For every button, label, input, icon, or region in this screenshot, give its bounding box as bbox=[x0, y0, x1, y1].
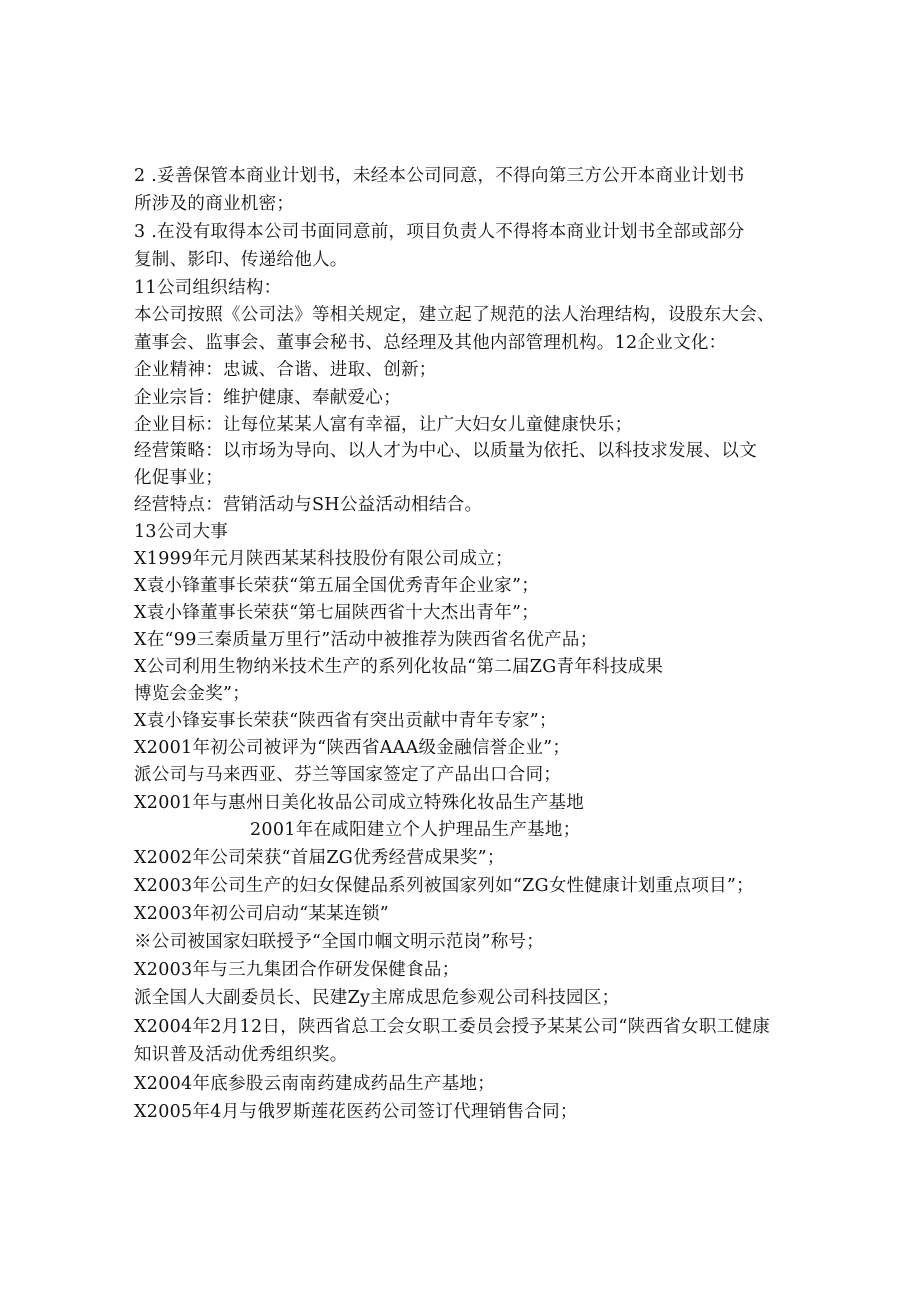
event-item: X2005年4月与俄罗斯莲花医药公司签订代理销售合同； bbox=[134, 1102, 578, 1122]
text-line: 所涉及的商业机密； bbox=[134, 194, 295, 214]
text-line: 企业目标：让每位某某人富有幸福，让广大妇女儿童健康快乐； bbox=[134, 415, 633, 435]
event-item: X袁小锋董事长荣获“第五届全国优秀青年企业家”； bbox=[134, 576, 540, 596]
text-line: 经营策略：以市场为导向、以人才为中心、以质量为依托、以科技求发展、以文 bbox=[134, 441, 757, 461]
event-item: X1999年元月陕西某某科技股份有限公司成立； bbox=[134, 549, 513, 569]
text-line: 本公司按照《公司法》等相关规定，建立起了规范的法人治理结构，设股东大会、 bbox=[134, 305, 775, 325]
event-item: X2003年初公司启动“某某连锁” bbox=[134, 904, 389, 924]
event-item: X2002年公司荣获“首届ZG优秀经营成果奖”； bbox=[134, 848, 505, 868]
text-line: 复制、影印、传递给他人。 bbox=[134, 250, 348, 270]
text-line: 3 .在没有取得本公司书面同意前，项目负责人不得将本商业计划书全部或部分 bbox=[134, 222, 745, 242]
event-item: X在“99三秦质量万里行”活动中被推荐为陕西省名优产品； bbox=[134, 630, 598, 650]
event-item: X袁小锋董事长荣获“第七届陕西省十大杰出青年”； bbox=[134, 603, 540, 623]
text-line: 经营特点：营销活动与SH公益活动相结合。 bbox=[134, 495, 483, 515]
text-line: 2 .妥善保管本商业计划书，未经本公司同意，不得向第三方公开本商业计划书 bbox=[134, 166, 745, 186]
section-heading: 11公司组织结构： bbox=[134, 278, 282, 298]
event-item: 博览会金奖”； bbox=[134, 684, 251, 704]
event-item: ※公司被国家妇联授予“全国巾帼文明示范岗”称号； bbox=[134, 932, 545, 952]
text-line: 化促事业； bbox=[134, 468, 223, 488]
event-item: X2004年2月12日，陕西省总工会女职工委员会授予某某公司“陕西省女职工健康 bbox=[134, 1017, 771, 1037]
event-item: X公司利用生物纳米技术生产的系列化妆品“第二届ZG青年科技成果 bbox=[134, 657, 664, 677]
event-item: 派全国人大副委员长、民建Zy主席成思危参观公司科技园区； bbox=[134, 988, 620, 1008]
event-item: 派公司与马来西亚、芬兰等国家签定了产品出口合同； bbox=[134, 765, 562, 785]
event-item: X2001年初公司被评为“陕西省AAA级金融信誉企业”； bbox=[134, 738, 571, 758]
event-item: 2001年在咸阳建立个人护理品生产基地； bbox=[250, 820, 581, 840]
event-item: X2003年公司生产的妇女保健品系列被国家列如“ZG女性健康计划重点项目”； bbox=[134, 876, 754, 896]
event-item: X2004年底参股云南南药建成药品生产基地； bbox=[134, 1074, 496, 1094]
event-item: X2001年与惠州日美化妆品公司成立特殊化妆品生产基地 bbox=[134, 793, 585, 813]
text-line: 企业宗旨：维护健康、奉献爱心； bbox=[134, 388, 401, 408]
text-line: 企业精神：忠诚、合谐、进取、创新； bbox=[134, 360, 437, 380]
event-item: 知识普及活动优秀组织奖。 bbox=[134, 1045, 348, 1065]
section-heading: 13公司大事 bbox=[134, 522, 229, 542]
text-line: 董事会、监事会、董事会秘书、总经理及其他内部管理机构。12企业文化： bbox=[134, 333, 727, 353]
event-item: X袁小锋妄事长荣获“陕西省有突出贡献中青年专家”； bbox=[134, 711, 557, 731]
event-item: X2003年与三九集团合作研发保健食品； bbox=[134, 960, 460, 980]
